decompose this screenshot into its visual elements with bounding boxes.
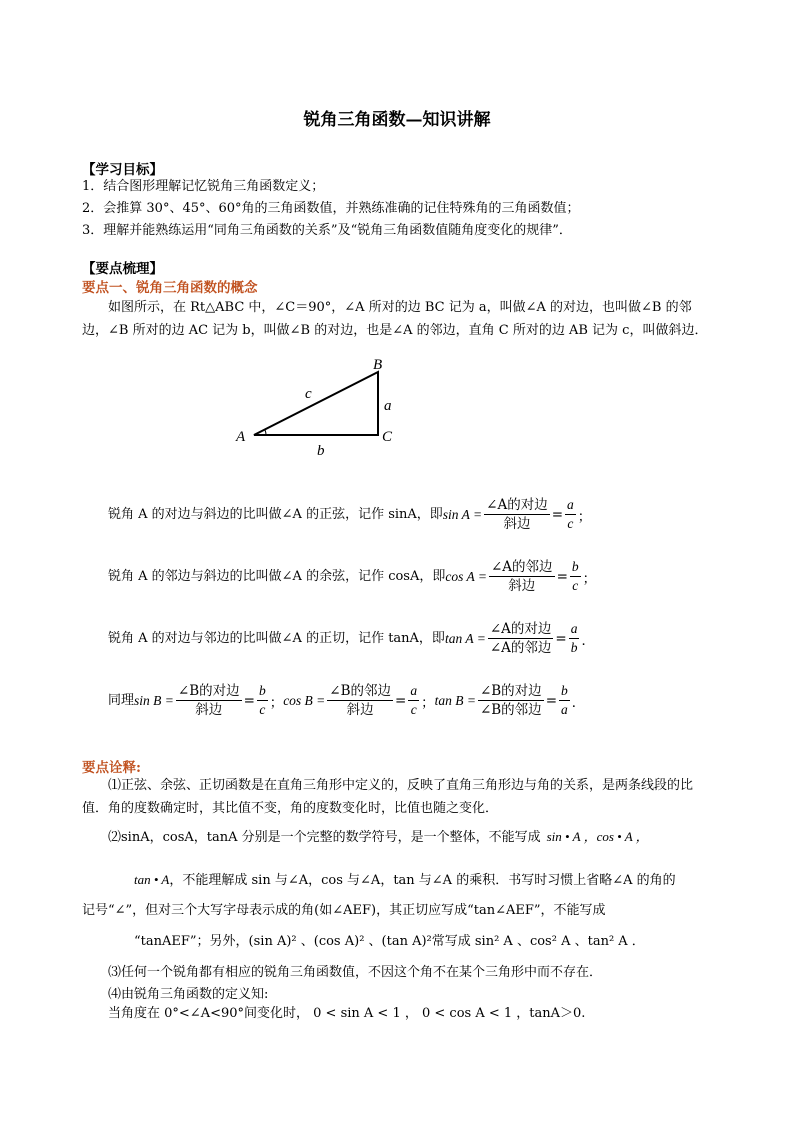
- note-1: ⑴正弦、余弦、正切函数是在直角三角形中定义的，反映了直角三角形边与角的关系，是两条线段的比值．角的度数确定时，其比值不变，角的度数变化时，比值也随之变化．: [82, 778, 694, 816]
- label-side-b: b: [317, 443, 325, 459]
- cosb-ratio-num: a: [408, 682, 419, 701]
- note-5: 当角度在 0°<∠A<90°间变化时， 0 < sin A < 1 ， 0 < cos A < 1 ，tanA＞0.: [108, 1006, 586, 1021]
- label-vertex-c: C: [382, 429, 393, 445]
- label-vertex-a: A: [236, 429, 246, 445]
- objective-3: 3．理解并能熟练运用“同角三角函数的关系”及“锐角三角函数值随角度变化的规律”．: [82, 223, 572, 238]
- cos-ratio-den: c: [572, 578, 579, 593]
- cos-numerator: ∠A的邻边: [491, 559, 553, 575]
- sin-definition: 锐角 A 的对边与斜边的比叫做∠A 的正弦，记作 sinA，即 sin A = $\frac{\text{∠A的对边}}{\text{斜边}}$ = $\frac{a}{c}$ ；: [108, 497, 592, 532]
- sinb-denominator: 斜边: [195, 702, 223, 718]
- sinb-ratio-num: b: [257, 682, 268, 701]
- notes-heading: 要点诠释:: [82, 760, 141, 776]
- tan-lhs: tan A =: [444, 630, 486, 646]
- tan-ratio-num: a: [569, 620, 580, 639]
- tan-fraction-words: [488, 620, 554, 657]
- objective-2: 2．会推算 30°、45°、60°角的三角函数值，并熟练准确的记住特殊角的三角函数值；: [82, 201, 580, 216]
- note-2-line-1: [108, 826, 649, 849]
- cos-fraction-words: [489, 558, 555, 595]
- cos-end: ；: [582, 570, 597, 587]
- tanb-ratio-num: b: [559, 682, 570, 701]
- note-2-text-2: ，不能理解成 sin 与∠A，cos 与∠A，tan 与∠A 的乘积．书写时习惯上省略∠A 的角的: [169, 873, 676, 888]
- tan-denominator: ∠A的邻边: [489, 640, 552, 656]
- cos-text: 锐角 A 的邻边与斜边的比叫做∠A 的余弦，记作 cosA，即: [108, 568, 446, 584]
- sin-text: 锐角 A 的对边与斜边的比叫做∠A 的正弦，记作 sinA，即: [108, 506, 443, 522]
- label-side-c: c: [305, 386, 312, 402]
- note-2-tan-form: tan • A: [134, 872, 170, 887]
- cosb-ratio-den: c: [410, 702, 417, 717]
- sin-end: ；: [577, 508, 592, 525]
- cosb-denominator: 斜边: [346, 702, 374, 718]
- tan-definition: 锐角 A 的对边与邻边的比叫做∠A 的正切，记作 tanA，即 tan A = $\frac{\text{∠A的对边}}{\text{∠A的邻边}}$ = $\frac{a}{b}$ ．: [108, 621, 595, 656]
- sin-ratio-den: c: [567, 516, 574, 531]
- cos-lhs: cos A =: [445, 568, 487, 584]
- intro-paragraph: 如图所示，在 Rt△ABC 中，∠C＝90°，∠A 所对的边 BC 记为 a，叫做∠A 的对边，也叫做∠B 的邻边，∠B 所对的边 AC 记为 b，叫做∠B 的对边，也是∠A 的邻边，直角 C 所对的边 AB 记为 c，叫做斜边．: [82, 300, 708, 338]
- label-vertex-b: B: [373, 357, 383, 373]
- tanb-numerator: ∠B的对边: [479, 683, 542, 699]
- tan-fraction-letters: [569, 620, 580, 657]
- tan-text: 锐角 A 的对边与邻边的比叫做∠A 的正切，记作 tanA，即: [108, 630, 445, 646]
- cosb-lhs: cos B =: [283, 692, 326, 708]
- sinb-numerator: ∠B的对边: [177, 683, 240, 699]
- tanb-fraction-letters: [559, 682, 570, 719]
- sinb-fraction-words: [176, 682, 242, 719]
- cos-ratio-num: b: [570, 558, 581, 577]
- sinb-fraction-letters: [257, 682, 268, 719]
- note-2-line-4: “tanAEF”；另外，(sin A)² 、(cos A)² 、(tan A)²常写成 sin² A 、cos² A 、tan² A ．: [134, 934, 645, 949]
- sin-lhs: sin A =: [442, 506, 483, 522]
- tanb-fraction-words: [478, 682, 544, 719]
- sinb-lhs: sin B =: [134, 692, 174, 708]
- cosb-numerator: ∠B的邻边: [329, 683, 392, 699]
- cosb-fraction-words: [327, 682, 393, 719]
- objective-1: 1．结合图形理解记忆锐角三角函数定义；: [82, 179, 325, 194]
- angle-b-definitions: 同理 sin B = $\frac{\text{∠B的对边}}{\text{斜边}}$ = $\frac{b}{c}$ ； cos B = $\frac{\text{∠B的邻边}}{\text{斜边}}$ = $\frac{a}{c}$ ； tan B = $\frac{\text{∠B的对边}}{\text{∠B的邻边}}$ = $\frac{b}{a}$ ．: [108, 683, 586, 718]
- cos-denominator: 斜边: [508, 578, 536, 594]
- tan-ratio-den: b: [570, 640, 578, 655]
- label-side-a: a: [384, 398, 392, 414]
- objectives-heading: 【学习目标】: [82, 162, 163, 178]
- note-2-text: ⑵sinA，cosA，tanA 分别是一个完整的数学符号，是一个整体，不能写成: [108, 830, 541, 845]
- cos-fraction-letters: [570, 558, 581, 595]
- separator-1: ；: [269, 694, 284, 711]
- sin-denominator: 斜边: [503, 516, 531, 532]
- cosb-fraction-letters: [408, 682, 419, 719]
- note-2-line-3: 记号“∠”，但对三个大写字母表示成的角(如∠AEF)，其正切应写成“tan∠AEF”，不能写成: [82, 903, 606, 918]
- same-prefix: 同理: [108, 692, 135, 708]
- keypoints-heading: 【要点梳理】: [82, 261, 163, 277]
- sin-ratio-num: a: [565, 496, 576, 515]
- note-4: ⑷由锐角三角函数的定义知:: [108, 987, 269, 1002]
- tanb-denominator: ∠B的邻边: [479, 702, 542, 718]
- sinb-ratio-den: c: [259, 702, 266, 717]
- tanb-ratio-den: a: [561, 702, 568, 717]
- separator-2: ；: [421, 694, 435, 711]
- tan-numerator: ∠A的对边: [489, 621, 552, 637]
- page-title: 锐角三角函数—知识讲解: [303, 110, 491, 130]
- tanb-lhs: tan B =: [434, 692, 476, 708]
- cos-definition: 锐角 A 的邻边与斜边的比叫做∠A 的余弦，记作 cosA，即 cos A = $\frac{\text{∠A的邻边}}{\text{斜边}}$ = $\frac{b}{c}$ ；: [108, 559, 597, 594]
- sin-fraction-words: [484, 496, 550, 533]
- tan-end: ．: [581, 632, 595, 649]
- triangle-abc: [254, 372, 378, 435]
- note-2-line-2: [134, 869, 676, 892]
- sin-numerator: ∠A的对边: [486, 497, 548, 513]
- note-3: ⑶任何一个锐角都有相应的锐角三角函数值，不因这个角不在某个三角形中而不存在．: [108, 965, 603, 980]
- sin-fraction-letters: [565, 496, 576, 533]
- triangle-figure: [230, 355, 410, 460]
- formula-end: ．: [571, 694, 586, 711]
- note-2-forms: sin • A ，cos • A ，: [546, 829, 649, 844]
- section1-title: 要点一、锐角三角函数的概念: [82, 280, 258, 296]
